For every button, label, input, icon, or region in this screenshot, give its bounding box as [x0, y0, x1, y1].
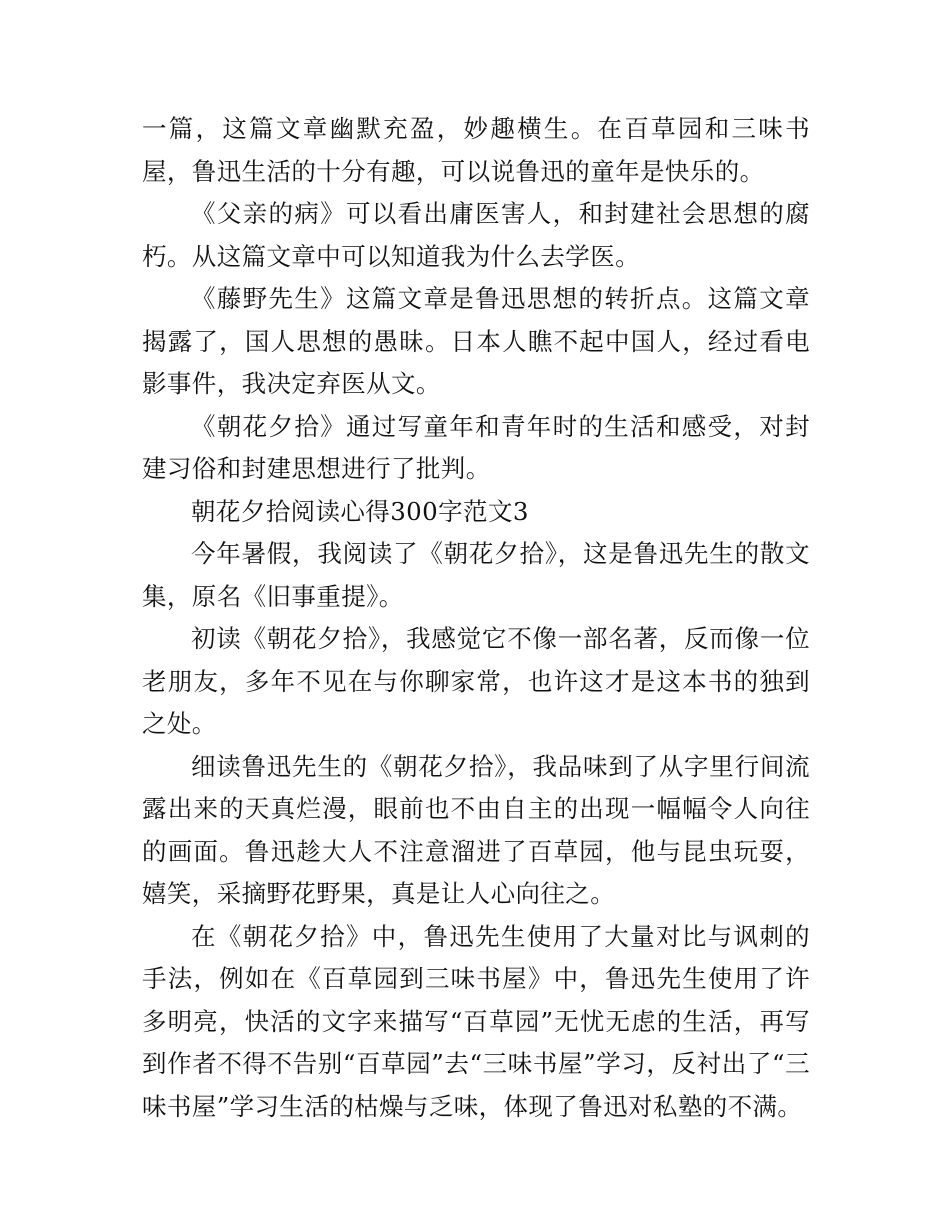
paragraph-2: 《父亲的病》可以看出庸医害人，和封建社会思想的腐朽。从这篇文章中可以知道我为什么去学医。	[142, 199, 810, 271]
document-body	[142, 108, 810, 1128]
paragraph-8: 在《朝花夕拾》中，鲁迅先生使用了大量对比与讽刺的手法，例如在《百草园到三味书屋》中，鲁迅先生使用了许多明亮，快活的文字来描写“百草园”无忧无虑的生活，再写到作者不得不告别“百草园”去“三味书屋”学习，反衬出了“三味书屋”学习生活的枯燥与乏味，体现了鲁迅对私塾的不满。	[142, 921, 810, 1121]
paragraph-3: 《藤野先生》这篇文章是鲁迅思想的转折点。这篇文章揭露了，国人思想的愚昧。日本人瞧不起中国人，经过看电影事件，我决定弃医从文。	[142, 284, 810, 398]
paragraph-6: 初读《朝花夕拾》，我感觉它不像一部名著，反而像一位老朋友，多年不见在与你聊家常，也许这才是这本书的独到之处。	[142, 624, 810, 738]
paragraph-4: 《朝花夕拾》通过写童年和青年时的生活和感受，对封建习俗和封建思想进行了批判。	[142, 411, 810, 483]
paragraph-1: 一篇，这篇文章幽默充盈，妙趣横生。在百草园和三味书屋，鲁迅生活的十分有趣，可以说鲁迅的童年是快乐的。	[142, 114, 810, 186]
paragraph-7: 细读鲁迅先生的《朝花夕拾》，我品味到了从字里行间流露出来的天真烂漫，眼前也不由自主的出现一幅幅令人向往的画面。鲁迅趁大人不注意溜进了百草园，他与昆虫玩耍，嬉笑，采摘野花野果，真是让人心向往之。	[142, 751, 810, 908]
section-heading: 朝花夕拾阅读心得300字范文3	[191, 496, 529, 526]
paragraph-5: 今年暑假，我阅读了《朝花夕拾》，这是鲁迅先生的散文集，原名《旧事重提》。	[142, 539, 810, 611]
